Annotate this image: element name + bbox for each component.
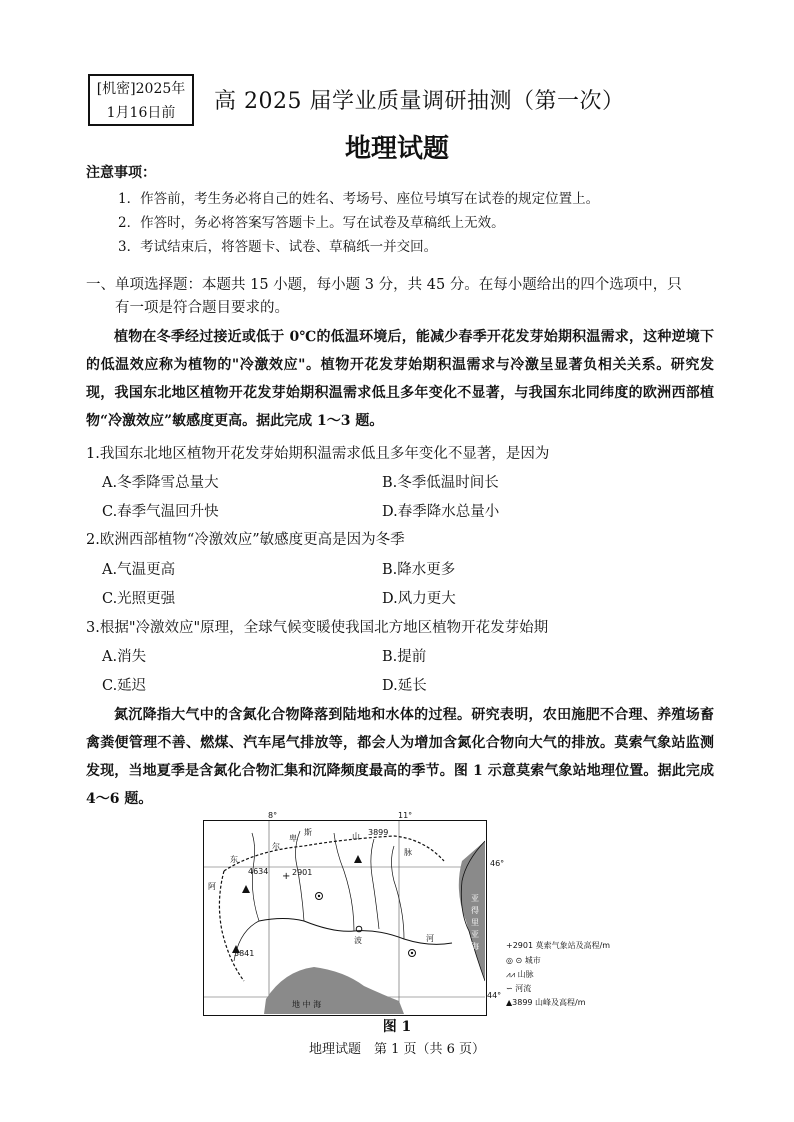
question-1-option-d[interactable]: D.春季降水总量小 bbox=[382, 504, 500, 520]
station-elev-label: 2901 bbox=[292, 868, 313, 877]
map-drawing bbox=[204, 821, 485, 1014]
exam-title: 高 2025 届学业质量调研抽测（第一次） bbox=[214, 89, 625, 114]
legend-station-text: 2901 莫索气象站及高程/m bbox=[512, 941, 611, 950]
legend-peak-text: 3899 山峰及高程/m bbox=[512, 998, 586, 1007]
question-1-stem: 1.我国东北地区植物开花发芽始期积温需求低且多年变化不显著，是因为 bbox=[86, 446, 550, 462]
map-label-dong: 东 bbox=[230, 855, 238, 864]
lon-label-8: 8° bbox=[268, 811, 278, 820]
map-label-mai: 脉 bbox=[404, 848, 412, 857]
lat-label-44: 44° bbox=[487, 991, 502, 1000]
legend-river-text: 河流 bbox=[515, 984, 532, 993]
mountain-range-icon: ⩘⩘ bbox=[506, 970, 516, 979]
station-marker: + bbox=[282, 871, 291, 882]
passage-2: 氮沉降指大气中的含氮化合物降落到陆地和水体的过程。研究表明，农田施肥不合理、养殖场畜禽粪便管理不善、燃煤、汽车尾气排放等，都会人为增加含氮化合物向大气的排放。莫索气象站监测发现，当地夏季是含氮化合物汇集和沉降频度最高的季节。图 1 示意莫索气象站地理位置。据此完成 4～6 题。 bbox=[86, 707, 714, 807]
section-heading-line-1: 一、单项选择题：本题共 15 小题，每小题 3 分，共 45 分。在每小题给出的四个选项中，只 bbox=[86, 277, 682, 293]
city-1-dot bbox=[318, 895, 320, 897]
map-label-he: 河 bbox=[426, 934, 434, 943]
question-1-option-b[interactable]: B.冬季低温时间长 bbox=[382, 475, 499, 491]
map-label-bo: 波 bbox=[354, 936, 362, 945]
section-heading bbox=[86, 274, 716, 320]
peak-3899-label: 3899 bbox=[368, 828, 389, 837]
legend-mountain-text: 山脉 bbox=[517, 970, 534, 979]
passage-1: 植物在冬季经过接近或低于 0℃的低温环境后，能减少春季开花发芽始期积温需求，这种逆境下的低温效应称为植物的"冷激效应"。植物开花发芽始期积温需求与冷激呈显著负相关关系。研究发现，我国东北地区植物开花发芽始期积温需求低且多年变化不显著，与我国东北同纬度的欧洲西部植物“冷激效应”敏感度更高。据此完成 1～3 题。 bbox=[86, 329, 714, 429]
peak-icon: ▲ bbox=[506, 998, 513, 1007]
peak-mid bbox=[354, 855, 362, 863]
lon-label-11: 11° bbox=[398, 811, 413, 820]
question-3-option-a[interactable]: A.消失 bbox=[102, 649, 147, 665]
tributary-2 bbox=[334, 833, 354, 931]
peak-4634 bbox=[242, 885, 250, 893]
map-label-shan: 山 bbox=[352, 832, 360, 841]
city-icon: ◎ ⊙ bbox=[506, 956, 523, 965]
subject-title: 地理试题 bbox=[344, 134, 449, 164]
map-label-si: 斯 bbox=[304, 828, 312, 837]
sea-label: 地 中 海 bbox=[292, 1000, 322, 1009]
city-3-dot bbox=[411, 952, 413, 954]
map-label-a: 阿 bbox=[208, 882, 216, 891]
tributary-4 bbox=[392, 846, 405, 939]
mediterranean-sea bbox=[264, 967, 404, 1014]
figure-caption: 图 1 bbox=[382, 1019, 412, 1035]
confidential-line-1: [机密]2025年 bbox=[96, 81, 186, 97]
map-label-bei: 卑 bbox=[289, 834, 297, 843]
section-heading-line-2: 有一项是符合题目要求的。 bbox=[115, 300, 289, 316]
note-item-1: 1．作答前，考生务必将自己的姓名、考场号、座位号填写在试卷的规定位置上。 bbox=[118, 191, 600, 207]
adriatic-label: 亚 得 里 亚 海 bbox=[471, 894, 479, 951]
legend-river bbox=[506, 983, 531, 994]
map-label-er: 尔 bbox=[272, 842, 280, 851]
question-3-option-c[interactable]: C.延迟 bbox=[102, 678, 147, 694]
tributary-3 bbox=[371, 839, 379, 929]
western-alps bbox=[219, 871, 244, 981]
legend-station: +2901 莫索气象站及高程/m bbox=[506, 941, 611, 950]
question-3-option-d[interactable]: D.延长 bbox=[382, 678, 427, 694]
river-icon: ∽ bbox=[506, 984, 513, 993]
question-1-option-c[interactable]: C.春季气温回升快 bbox=[102, 504, 219, 520]
note-item-3: 3．考试结束后，将答题卡、试卷、草稿纸一并交回。 bbox=[118, 239, 438, 255]
tributary-5 bbox=[252, 833, 259, 921]
question-2-option-a[interactable]: A.气温更高 bbox=[102, 562, 176, 578]
lat-label-46: 46° bbox=[490, 859, 505, 868]
peak-3841-label: 3841 bbox=[234, 949, 255, 958]
page-footer: 地理试题 第 1 页（共 6 页） bbox=[308, 1042, 486, 1057]
question-2-option-b[interactable]: B.降水更多 bbox=[382, 562, 456, 578]
question-2-option-c[interactable]: C.光照更强 bbox=[102, 591, 176, 607]
legend-city bbox=[506, 955, 541, 966]
legend-city-text: 城市 bbox=[524, 956, 541, 965]
legend-peak bbox=[506, 997, 586, 1008]
question-1-option-a[interactable]: A.冬季降雪总量大 bbox=[102, 475, 219, 491]
legend-mountain bbox=[506, 969, 534, 980]
question-2-stem: 2.欧洲西部植物“冷激效应”敏感度更高是因为冬季 bbox=[86, 532, 405, 548]
note-item-2: 2．作答时，务必将答案写答题卡上。写在试卷及草稿纸上无效。 bbox=[118, 215, 505, 231]
question-2-option-d[interactable]: D.风力更大 bbox=[382, 591, 456, 607]
question-3-option-b[interactable]: B.提前 bbox=[382, 649, 427, 665]
confidential-line-2: 1月16日前 bbox=[106, 105, 176, 121]
notes-heading: 注意事项： bbox=[86, 165, 156, 181]
question-3-stem: 3.根据"冷激效应"原理，全球气候变暖使我国北方地区植物开花发芽始期 bbox=[86, 620, 549, 636]
location-map bbox=[203, 820, 487, 1016]
peak-4634-label: 4634 bbox=[248, 867, 269, 876]
confidential-box bbox=[88, 74, 194, 126]
